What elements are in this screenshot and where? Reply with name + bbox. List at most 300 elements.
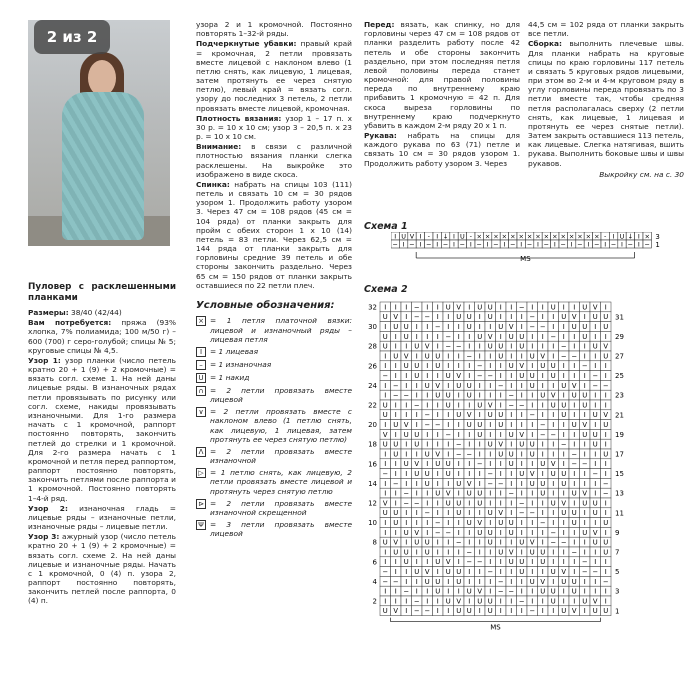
schema-2-symbol: I [426,528,429,537]
schema-2-symbol: I [415,421,418,429]
schema-2-symbol: I [604,528,607,537]
schema-2-symbol: I [457,460,460,469]
schema-2-symbol: U [603,323,609,331]
schema-2-row-label: 12 [368,499,377,508]
schema-2-symbol: U [445,391,451,400]
schema-2-symbol: I [552,450,555,459]
schema-2-row-label: 26 [368,362,377,371]
schema-2-symbol: − [434,528,441,537]
schema-1-symbol: × [644,232,650,241]
schema-2-symbol: I [415,332,418,341]
schema-2-symbol: I [583,470,586,478]
schema-2-symbol: U [561,577,567,586]
schema-2-symbol: − [392,577,399,586]
schema-2-symbol: U [508,332,514,341]
schema-2-symbol: I [562,303,565,312]
schema-2-symbol: I [468,332,471,341]
schema-2-symbol: I [436,342,439,351]
legend-item [196,447,352,465]
schema-2-symbol: U [487,313,493,322]
schema-1-symbol: × [535,232,541,241]
schema-2-symbol: − [382,470,389,478]
schema-2-symbol: − [497,381,504,390]
schema-2-symbol: U [561,470,567,478]
schema-2-symbol: U [435,489,441,498]
schema-2-symbol: I [447,440,450,449]
signature: Выкройку см. на с. 30 [599,169,684,179]
schema-2-symbol: I [405,470,408,478]
schema-2-symbol: I [552,489,555,498]
schema-2-symbol: I [457,421,460,429]
schema-2-symbol: U [403,323,409,331]
schema-2-symbol: V [424,568,430,576]
schema-1-symbol: × [552,232,558,241]
schema-2-symbol: I [562,460,565,469]
schema-2-symbol: I [520,479,523,488]
schema-2-symbol: U [487,538,493,547]
schema-2-symbol: I [384,460,387,469]
schema-2-symbol: V [445,558,451,567]
schema-2-symbol: I [510,499,513,508]
col1-paragraph-heading: Вам потребуется: [28,318,112,328]
schema-2-symbol: I [520,607,523,616]
schema-2-symbol: U [550,597,556,606]
schema-2-symbol: I [468,401,471,410]
schema-2-symbol: V [508,323,514,331]
schema-2-symbol: I [510,470,513,478]
schema-2-symbol: I [478,548,481,557]
schema-2-symbol: I [499,303,502,312]
schema-2-symbol: U [487,440,493,449]
schema-2-symbol: − [581,362,588,371]
schema-2-symbol: I [426,391,429,400]
schema-2-symbol: I [583,538,586,547]
schema-2-symbol: U [403,460,409,469]
schema-2-symbol: U [561,401,567,410]
schema-2-symbol: I [520,460,523,469]
schema-2-symbol: I [552,440,555,449]
schema-2-symbol: I [583,411,586,420]
schema-2-symbol: − [455,342,462,351]
schema-2-symbol: U [571,323,577,331]
schema-1-symbol: I [621,240,623,249]
schema-2-symbol: I [415,489,418,498]
schema-2-symbol: I [520,381,523,390]
schema-2-symbol: U [571,509,577,518]
schema-2-symbol: I [489,548,492,557]
schema-2-symbol: I [394,372,397,380]
schema-2-symbol: U [424,381,430,390]
schema-2-symbol: I [426,303,429,312]
schema-2-symbol: U [466,381,472,390]
schema-1-symbol: ↓ [627,232,634,241]
schema-2-symbol: U [435,577,441,586]
schema-2-row-label: 6 [372,558,377,567]
schema-2-symbol: I [562,519,565,527]
schema-2-symbol: I [426,489,429,498]
legend-symbol-icon: U [196,373,206,383]
col1-paragraph-text: 38/40 (42/44) [68,308,122,318]
col1-paragraph-text: пряжа (93% хлопка, 7% полиамида; 100 м/50 г) – 600 (700) г серо-голубой; спицы № 5; круговые спицы № 4,5. [28,318,176,355]
schema-2-symbol: U [561,509,567,518]
schema-2-symbol: I [415,352,418,361]
schema-2-symbol: U [571,519,577,527]
schema-2-symbol: I [436,470,439,478]
schema-2-symbol: − [434,421,441,429]
schema-2-symbol: U [414,342,420,351]
schema-2-symbol: I [394,558,397,567]
schema-2-symbol: V [382,499,388,508]
schema-2-symbol: − [403,587,410,596]
schema-1-symbol: − [543,240,550,249]
schema-2-symbol: I [384,489,387,498]
schema-2-symbol: I [604,499,607,508]
legend-text: = 3 петли провязать вместе лицевой [210,520,352,539]
schema-2-symbol: I [604,558,607,567]
schema-2-symbol: I [457,519,460,527]
schema-1-symbol: V [409,232,415,241]
schema-2-symbol: I [573,362,576,371]
schema-2-symbol: I [468,430,471,439]
schema-2-symbol: U [561,479,567,488]
schema-2-symbol: I [447,323,450,331]
schema-2-symbol: U [477,489,483,498]
col1-paragraph-text: ажурный узор (число петель кратно 20 + 1 (9) + 2 кромочные) = вязать согл. схеме 2. На ней даны лицевые и изнаночные ряды. Начать с 1 кромочной, 0 (4) п. узора 2, раппорт постоянно повторять, закончить петлей после раппорта, 0 (4) п. [28,532,176,606]
schema-2-symbol: I [531,597,534,606]
schema-2-symbol: I [499,391,502,400]
schema-2-symbol: I [573,558,576,567]
schema-2-symbol: I [531,362,534,371]
schema-2-symbol: I [573,342,576,351]
schema-2-symbol: − [581,558,588,567]
schema-2-symbol: U [582,391,588,400]
schema-2-symbol: I [405,538,408,547]
schema-2-symbol: − [413,607,420,616]
col3-paragraph [364,131,520,168]
schema-1-symbol: − [493,240,499,249]
schema-2-symbol: I [583,342,586,351]
schema-2-symbol: I [447,479,450,488]
schema-2-symbol: I [436,607,439,616]
schema-2-symbol: V [529,470,535,478]
schema-2-symbol: − [508,401,515,410]
schema-2-symbol: I [583,352,586,361]
schema-2-symbol: U [403,558,409,567]
schema-2-symbol: I [531,421,534,429]
legend-text: = 1 накид [210,372,250,382]
schema-2-symbol: I [594,450,597,459]
schema-2-symbol: I [415,509,418,518]
schema-1-symbol: × [484,232,491,241]
col1-paragraph-text: узор планки (число петель кратно 20 + 1 (9) + 2 кромочные) = вязать согл. схеме 1. На ней даны лицевые ряды. В изнаночных рядах петли провязывать по рисунку или согл. схеме, накиды провязывать изнаночными. Для 1-го размера начать с 1 кромочной, раппорт постоянно повторять, закончить петлей до стрелки и 1 кромочной. Для 2-го размера начать с 1 кромочной и петля перед раппортом, раппорт постоянно повторять, закончить петлями после раппорта и 1 кромочной. Постоянно повторять 1–4-й ряд. [28,355,176,503]
column-3 [364,20,520,169]
schema-2-symbol: U [414,440,420,449]
schema-2-symbol: − [392,479,399,488]
schema-2-row-label: 13 [615,489,624,498]
schema-2-symbol: U [466,421,472,429]
column-3-text [364,20,520,168]
schema-2-symbol: I [457,587,460,596]
schema-2-symbol: I [447,538,450,547]
schema-2-symbol: I [594,548,597,557]
schema-2-symbol: U [519,372,525,380]
schema-2-symbol: I [583,381,586,390]
schema-2-symbol: I [531,558,534,567]
schema-2-symbol: U [382,411,388,420]
schema-2-symbol: − [487,372,494,380]
schema-1-symbol: U [401,232,406,241]
schema-2-symbol: I [594,362,597,371]
schema-2-symbol: I [447,362,450,371]
schema-2-symbol: − [455,440,462,449]
schema-2-symbol: U [498,548,504,557]
legend-list [196,316,352,538]
schema-2-symbol: I [562,421,565,429]
schema-1-symbol: × [476,232,482,241]
col3-paragraph-heading: Перед: [364,20,395,29]
schema-2-symbol: I [405,342,408,351]
schema-2-symbol: I [447,577,450,586]
schema-2-symbol: I [426,332,429,341]
schema-2-symbol: I [520,587,523,596]
schema-2-symbol: I [573,470,576,478]
schema-2-symbol: U [487,607,493,616]
schema-2-symbol: I [426,323,429,331]
schema-2-symbol: I [499,401,502,410]
schema-2-symbol: U [456,411,462,420]
schema-1-symbol: - [469,232,472,241]
schema-2-symbol: U [424,479,430,488]
schema-2-symbol: I [583,450,586,459]
schema-2-symbol: U [477,597,483,606]
legend-text: = 1 петлю снять, как лицевую, 2 петли провязать вместе лицевой и протянуть через снятую петлю [210,468,352,496]
col2-paragraph-text: набрать на спицы 103 (111) петель и связать 10 см = 30 рядов узором 1. Продолжить работу узором 3. Через 47 см = 108 рядов (45 см = 104 ряда) от планки закрыть для пройм с обеих сторон 1 х 10 (14) петель = 83 петли. Через 62,5 см = 144 ряда от планки закрыть для горловины средние 39 петель и обе стороны закончить раздельно. Через 65 см = 150 рядов от планки закрыть оставшиеся по 22 петли плеч. [196,179,352,290]
schema-2-symbol: I [541,607,544,616]
schema-2-symbol: I [426,372,429,380]
schema-2-symbol: I [499,528,502,537]
schema-2-symbol: I [510,342,513,351]
schema-2-symbol: U [382,607,388,616]
schema-2-row-label: 17 [615,450,624,459]
schema-1-row-label: 3 [655,233,660,241]
schema-2-symbol: U [529,381,535,390]
schema-2-symbol: I [573,303,576,312]
schema-2-symbol: − [592,568,599,576]
schema-2-symbol: U [529,440,535,449]
schema-2-symbol: V [498,509,504,518]
schema-2-symbol: U [540,391,546,400]
schema-2-symbol: I [594,489,597,498]
schema-2-symbol: − [602,381,609,390]
schema-2-symbol: V [382,430,388,439]
schema-2-symbol: I [562,430,565,439]
schema-2-symbol: I [510,509,513,518]
schema-2-symbol: U [456,509,462,518]
schema-2-symbol: I [499,489,502,498]
schema-2-symbol: U [603,313,609,322]
schema-2-symbol: I [405,303,408,312]
schema-2-symbol: I [520,577,523,586]
schema-2-symbol: − [434,519,441,527]
schema-2-row-label: 11 [615,509,624,518]
schema-1-symbol: U [619,232,625,241]
schema-2-symbol: I [541,372,544,380]
schema-2-symbol: U [582,323,588,331]
schema-2-symbol: U [435,558,441,567]
schema-2-symbol: I [436,332,439,341]
schema-2-symbol: U [603,548,609,557]
col2-paragraph-heading: Подчеркнутые убавки: [196,39,297,49]
schema-2-symbol: U [540,489,546,498]
schema-2-symbol: I [394,528,397,537]
legend-symbol-icon: I [196,347,206,357]
schema-2-symbol: − [424,313,431,322]
schema-2-symbol: V [561,568,567,576]
schema-2-symbol: V [487,332,493,341]
col2-paragraph-heading: Спинка: [196,179,230,189]
legend-text: = 2 петли провязать вместе лицевой [210,385,352,405]
column-1 [28,282,176,607]
schema-2-symbol: − [413,597,420,606]
schema-2-symbol: − [455,450,462,459]
schema-2-symbol: I [447,607,450,616]
schema-2-row-label: 1 [615,607,620,616]
schema-2-symbol: U [393,548,399,557]
schema-2-symbol: I [478,509,481,518]
schema-2-symbol: U [477,303,483,312]
schema-2-symbol: I [478,440,481,449]
schema-2-symbol: − [592,470,599,478]
schema-2-symbol: I [573,440,576,449]
schema-2-symbol: U [456,313,462,322]
col2-paragraph [196,39,352,112]
schema-2-symbol: V [456,597,462,606]
schema-2-symbol: V [540,577,546,586]
schema-2-symbol: U [382,509,388,518]
schema-2-symbol: U [466,391,472,400]
schema-2-symbol: I [384,323,387,331]
schema-2-symbol: U [382,342,388,351]
schema-2-symbol: I [552,313,555,322]
legend-text: = 2 петли провязать вместе изнаночной скрещенной [210,498,352,517]
schema-2-symbol: − [413,499,420,508]
schema-2-chart [364,298,684,648]
schema-2-symbol: I [405,607,408,616]
schema-2-symbol: U [603,352,609,361]
schema-1-symbol: I [394,232,397,241]
schema-2-symbol: U [508,558,514,567]
schema-2-symbol: I [573,332,576,341]
schema-2-symbol: V [519,430,525,439]
schema-2-row-label: 19 [615,430,624,439]
schema-2-symbol: I [447,352,450,361]
schema-2-symbol: I [405,313,408,322]
schema-2-symbol: V [603,411,609,420]
schema-2-symbol: I [594,323,597,331]
schema-2-symbol: V [393,607,399,616]
schema-2-symbol: U [529,352,535,361]
schema-2-symbol: − [529,313,536,322]
schema-2-symbol: I [394,430,397,439]
schema-2-symbol: V [403,421,409,429]
schema-2-symbol: I [489,519,492,527]
schema-2-row-label: 8 [372,538,377,547]
schema-2-symbol: − [592,372,599,380]
schema-2-symbol: − [466,450,473,459]
schema-2-symbol: I [468,538,471,547]
schema-2-symbol: I [468,440,471,449]
schema-1-symbol: × [526,232,533,241]
schema-2-symbol: I [405,597,408,606]
schema-2-symbol: I [573,568,576,576]
schema-2-symbol: U [550,401,556,410]
schema-2-symbol: I [552,577,555,586]
schema-2-symbol: − [382,577,389,586]
col2-paragraph-text: узор 1 – 17 п. х 30 р. = 10 х 10 см; узор 3 – 20,5 п. х 23 р. = 10 х 10 см. [196,113,352,142]
col2-paragraph-text: узора 2 и 1 кромочной. Постоянно повторять 1–32-й ряды. [196,20,352,39]
schema-2-symbol: − [529,411,536,420]
schema-1-symbol: − [459,240,466,249]
legend-item [196,373,352,383]
schema-2-symbol: I [468,528,471,537]
schema-2-symbol: I [436,372,439,380]
schema-2-symbol: U [466,313,472,322]
schema-2-symbol: I [510,352,513,361]
schema-2-symbol: I [552,607,555,616]
schema-2-symbol: I [604,332,607,341]
legend-symbol-icon: ∩ [196,386,206,396]
schema-2-symbol: I [573,597,576,606]
schema-2-symbol: V [487,401,493,410]
schema-2-symbol: − [392,391,399,400]
schema-2-symbol: I [394,489,397,498]
schema-2-symbol: U [456,381,462,390]
schema-2-symbol: − [518,303,525,312]
schema-2-symbol: U [603,607,609,616]
schema-1-symbol: I [469,240,472,249]
schema-2-symbol: I [583,313,586,322]
schema-2-symbol: U [414,372,420,380]
col1-paragraph-text: изнаночная гладь = лицевые ряды – изнаночные петли, изнаночные ряды – лицевые петли. [28,503,176,532]
legend-text: = 1 изнаночная [210,359,272,369]
schema-2-row-label: 28 [368,342,377,351]
col2-paragraph-text: правый край = кромочная, 2 петли провязать вместе лицевой с наклоном влево (1 петлю снять, как лицевую, 1 лицевая, затем протянуть ее через снятую петлю), левый край = вязать согл. узору до последних 3 петель, 2 петли провязать вместе лицевой, кромочная. [196,39,352,113]
schema-2-symbol: U [435,362,441,371]
schema-2-symbol: − [392,381,399,390]
schema-2-symbol: − [592,381,599,390]
schema-2-symbol: I [478,342,481,351]
schema-2-symbol: I [489,352,492,361]
schema-2-symbol: I [541,411,544,420]
schema-2-symbol: U [508,430,514,439]
schema-2-symbol: I [604,391,607,400]
col1-paragraph [28,504,176,532]
page-counter[interactable]: 2 из 2 [34,20,110,54]
col3-paragraph-text: вязать, как спинку, но для горловины через 47 см = 108 рядов от планки разделить работу после 42 петель и обе стороны закончить раздельно, при этом последняя петля левой половины переда станет кромочной: для правой половины переда по внутреннему краю прибавить 1 кромочную = 42 п. Для скоса выреза горловины по внутреннему краю подчеркнуто убавить в каждом 2-м ряду 20 х 1 п. [364,20,520,130]
schema-2-title: Схема 2 [364,284,408,295]
schema-2-symbol: I [426,401,429,410]
schema-2-symbol: − [539,421,546,429]
schema-2-symbol: V [456,372,462,380]
schema-2-symbol: I [457,548,460,557]
schema-2-symbol: V [456,303,462,312]
schema-1-symbol: U [460,232,465,241]
schema-2-row-label: 16 [368,460,377,469]
schema-2-symbol: − [571,352,578,361]
schema-2-symbol: U [592,607,598,616]
schema-2-symbol: − [382,372,389,380]
schema-2-symbol: U [435,352,441,361]
